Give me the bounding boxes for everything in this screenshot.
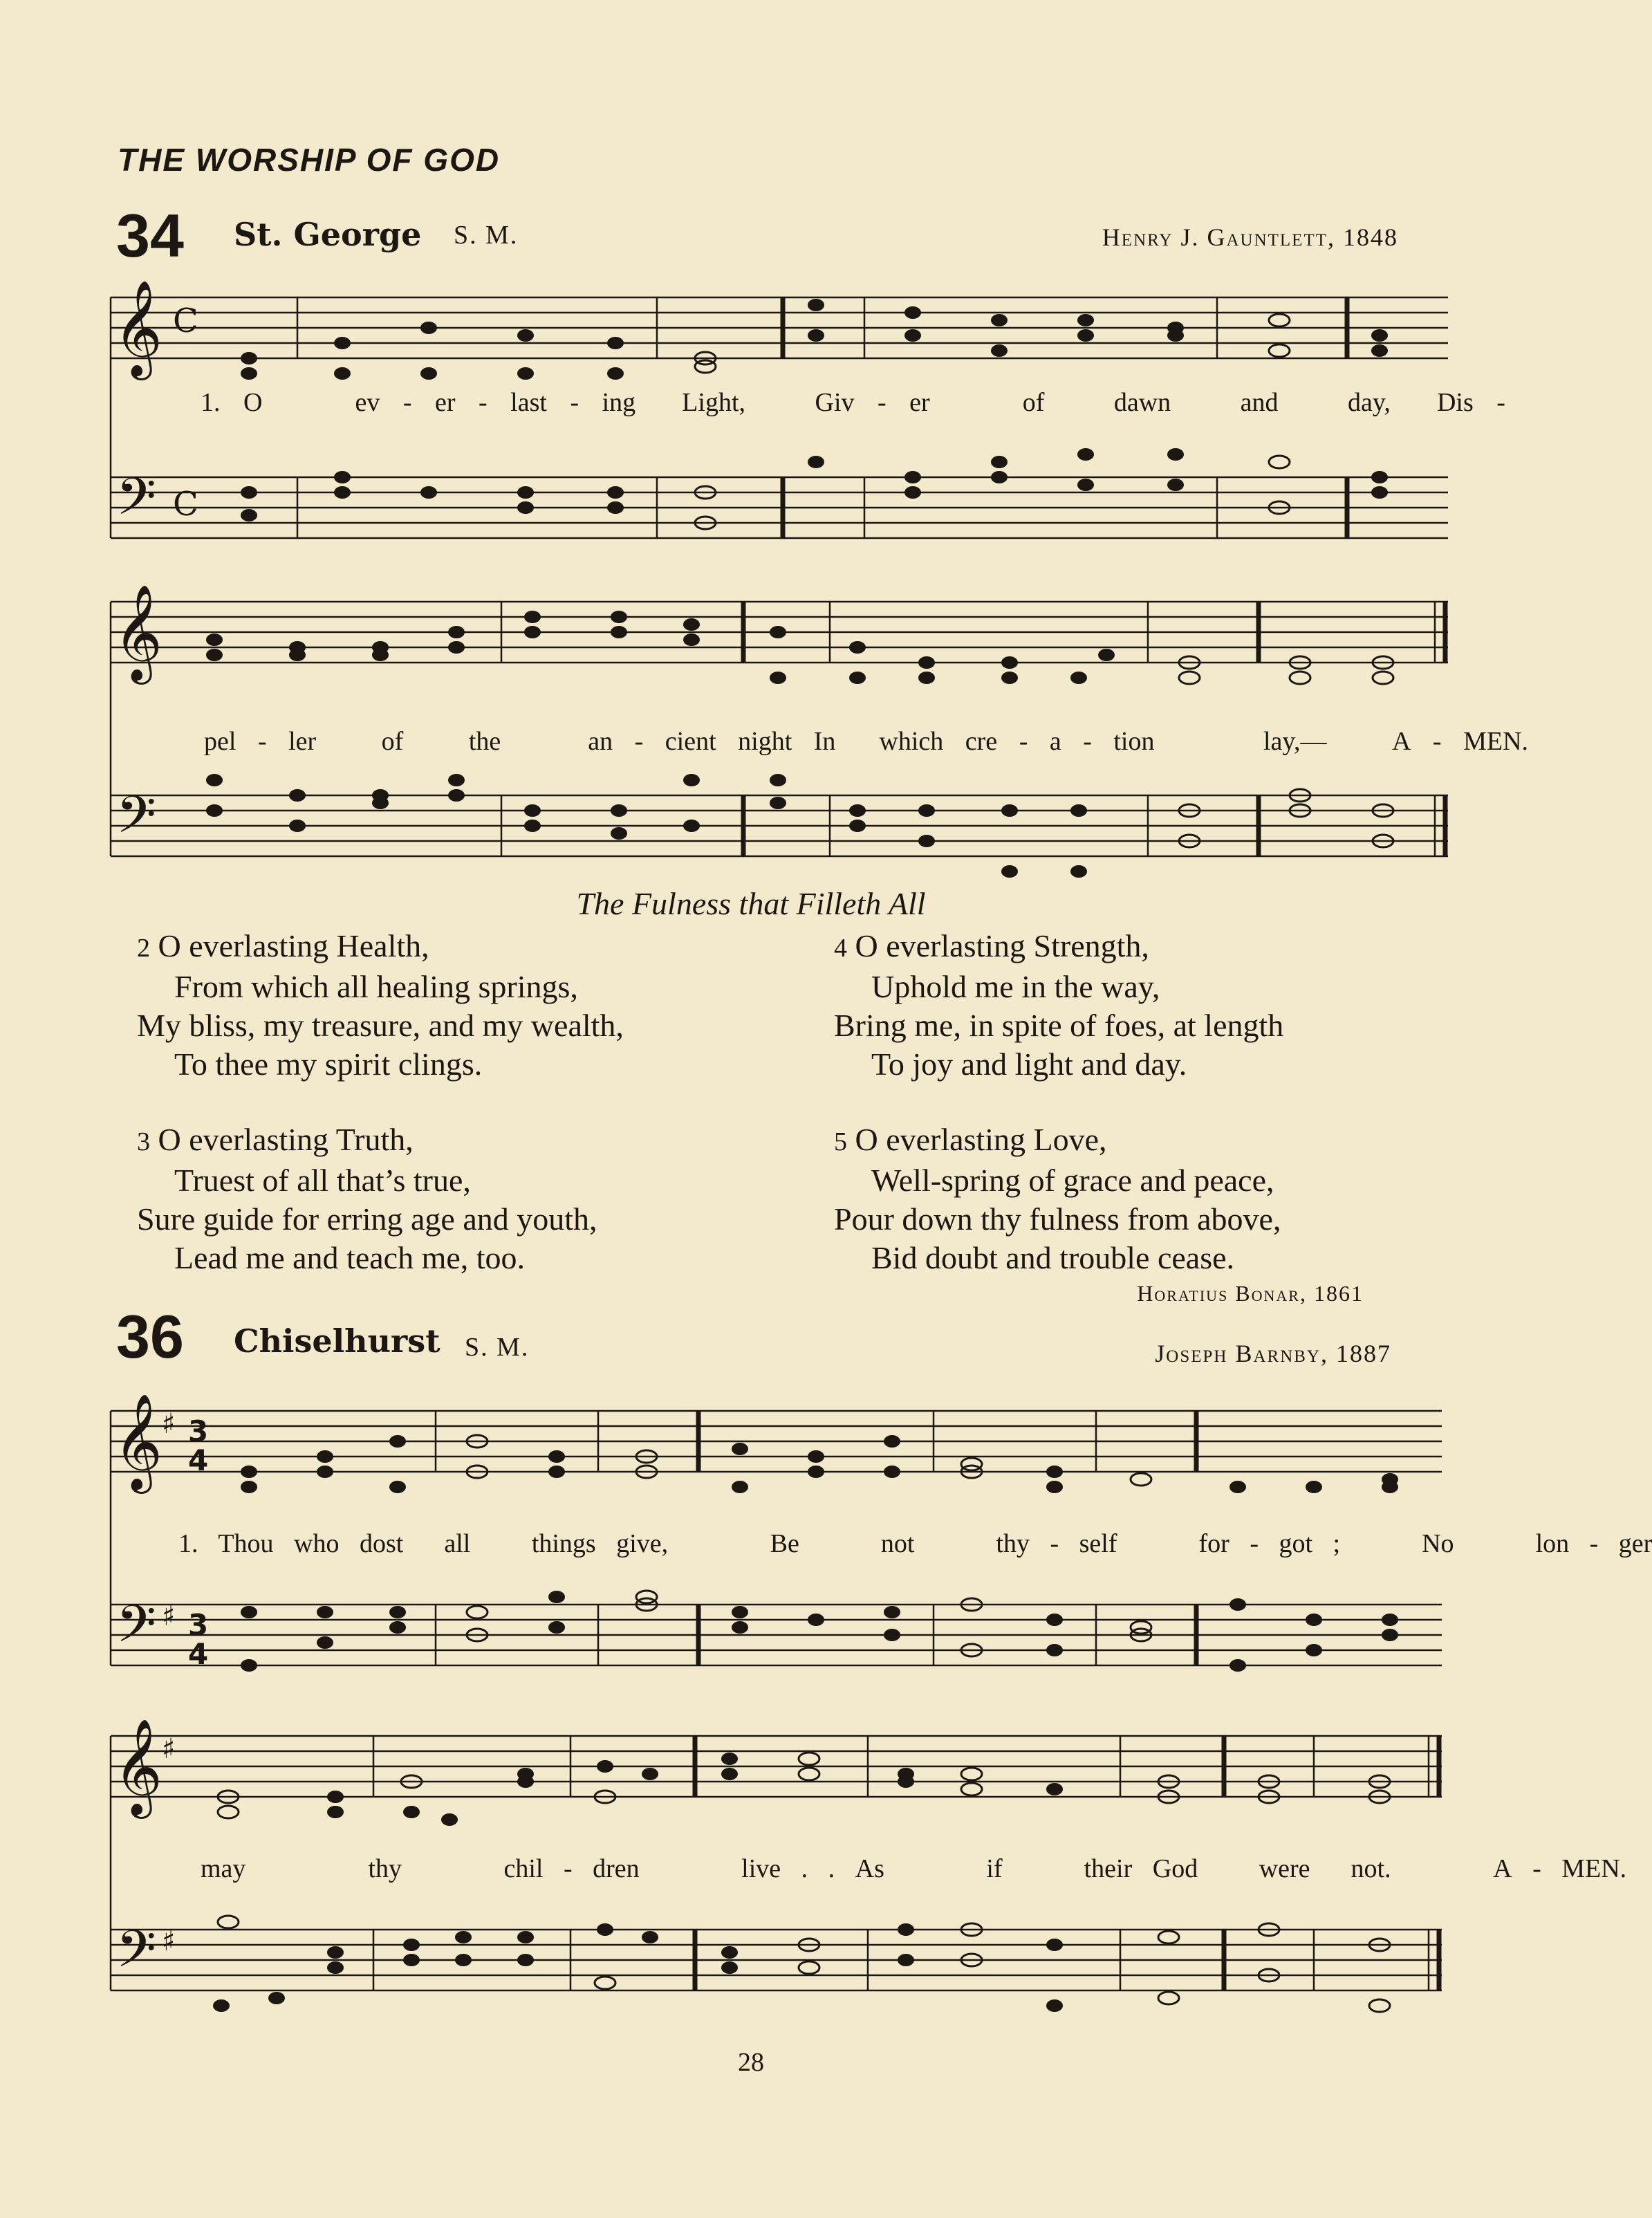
svg-text:♯: ♯: [162, 1600, 176, 1632]
svg-text:𝄞: 𝄞: [113, 1394, 163, 1490]
svg-text:𝄞: 𝄞: [113, 280, 163, 376]
hymn-number: 34: [116, 201, 184, 270]
svg-text:♯: ♯: [162, 1733, 176, 1765]
svg-text:4: 4: [188, 1637, 209, 1671]
music-system-4: [111, 1719, 1442, 2047]
running-head: THE WORSHIP OF GOD: [118, 142, 501, 178]
lyric-line-36-2: may thy chil - dren live . . As if their God were not. A - MEN.: [201, 1854, 1627, 1883]
lyric-line-34-2: pel - ler of the an - cient night In which cre - a - tion lay,— A - MEN.: [204, 727, 1529, 756]
svg-text:3: 3: [188, 1414, 209, 1448]
stanza-5: 5 O everlasting Love, Well-spring of grace and peace, Pour down thy fulness from above, Bid doubt and trouble cease.: [834, 1122, 1281, 1275]
lyric-line-34-1: 1. O ev - er - last - ing Light, Giv - er of dawn and day, Dis -: [201, 388, 1505, 417]
composer: Henry J. Gauntlett, 1848: [1102, 223, 1398, 251]
stanza-3: 3 O everlasting Truth, Truest of all that’s true, Sure guide for erring age and youth, Lead me and teach me, too.: [137, 1122, 597, 1275]
svg-text:𝄞: 𝄞: [113, 1719, 163, 1815]
svg-text:C: C: [173, 302, 198, 340]
tune-name: Chiselhurst: [234, 1322, 440, 1360]
stanza-2: 2 O everlasting Health, From which all healing springs, My bliss, my treasure, and my wealth, To thee my spirit clings.: [137, 928, 624, 1082]
svg-text:𝄢: 𝄢: [116, 1594, 156, 1667]
lyric-line-36-1: 1. Thou who dost all things give, Be not thy - self for - got ; No lon - ger: [178, 1529, 1652, 1558]
svg-text:𝄢: 𝄢: [116, 785, 156, 858]
hymn-title: The Fulness that Filleth All: [576, 886, 926, 921]
composer: Joseph Barnby, 1887: [1155, 1340, 1391, 1367]
tune-name: St. George: [234, 216, 422, 253]
text-author: Horatius Bonar, 1861: [1137, 1281, 1364, 1306]
svg-text:𝄢: 𝄢: [116, 467, 156, 539]
svg-text:3: 3: [188, 1608, 209, 1642]
svg-text:C: C: [173, 485, 198, 524]
svg-text:♯: ♯: [162, 1925, 176, 1957]
music-system-1: [111, 280, 1448, 588]
svg-text:𝄢: 𝄢: [116, 1919, 156, 1992]
stanza-4: 4 O everlasting Strength, Uphold me in the way, Bring me, in spite of foes, at length To joy and light and day.: [834, 928, 1284, 1082]
page-number: 28: [738, 2048, 764, 2077]
hymn-number: 36: [116, 1302, 184, 1371]
svg-text:𝄞: 𝄞: [113, 584, 163, 681]
svg-text:4: 4: [188, 1443, 209, 1477]
svg-text:♯: ♯: [162, 1408, 176, 1440]
meter: S. M.: [454, 221, 519, 250]
meter: S. M.: [465, 1333, 530, 1362]
